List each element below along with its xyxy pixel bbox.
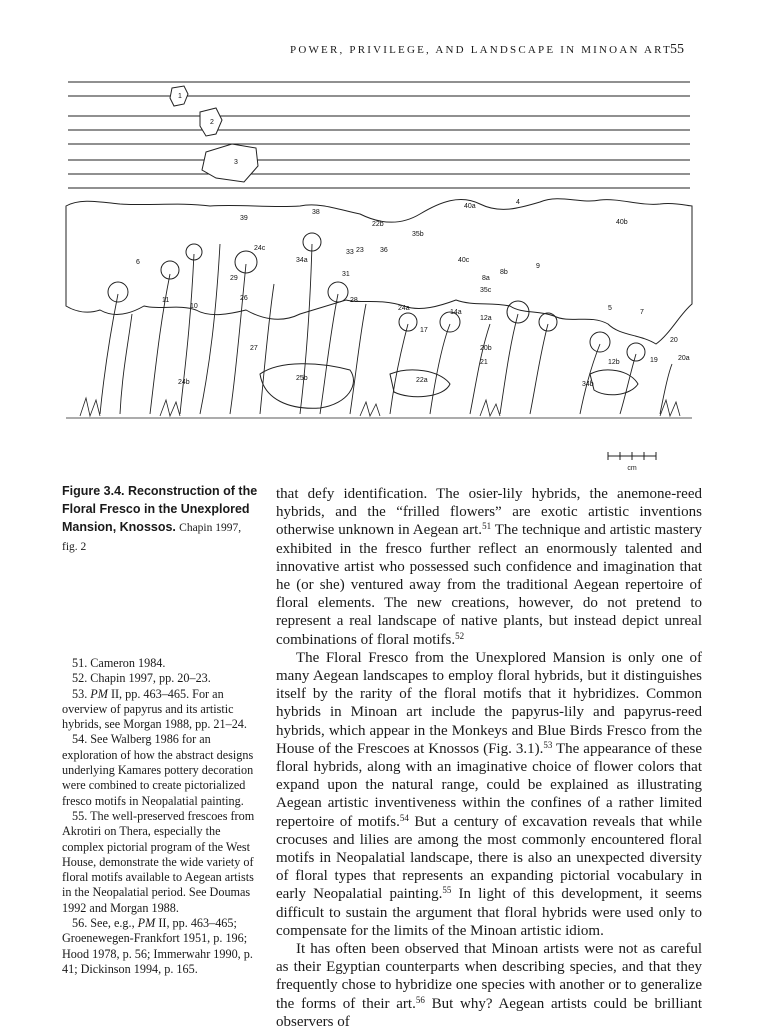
fragment-label: 7 — [640, 309, 644, 316]
fragment-label: 1 — [178, 93, 182, 100]
footnote-ref: 53 — [543, 739, 553, 750]
text-run: The Floral Fresco from the Unexplored Mansion is only one of many Aegean landscapes to employ floral hybrids, but it distinguishes itself by the rarity of the floral motifs that it hybridizes. Common hybrids in Minoan art include the papyrus-lily and papyrus-reed hybrids, which appear in the Monkeys and Blue Birds Fresco from the House of the Frescoes at Knossos (Fig. 3.1). — [276, 649, 702, 757]
fragment-label: 8a — [482, 275, 490, 282]
fresco-drawing — [60, 74, 710, 474]
footnote-number: 52. — [72, 671, 91, 686]
text-run: See Walberg 1986 for an exploration of how the abstract designs underlying Kamares pottery decoration were combined to create pictorialized fresco motifs in Neopalatial painting. — [62, 732, 254, 808]
fragment-label: 6 — [136, 259, 140, 266]
text-run: Cameron 1984. — [90, 656, 166, 670]
fragment-label: 22a — [416, 377, 428, 384]
page-number: 55 — [670, 42, 684, 57]
fragment-label: 20 — [670, 337, 678, 344]
fragment-label: 40b — [616, 219, 628, 226]
fragment-label: 24b — [178, 379, 190, 386]
footnote — [62, 809, 262, 916]
footnote-number: 51. — [72, 656, 91, 670]
fragment-label: 26 — [240, 295, 248, 302]
fragment-label: 35c — [480, 287, 492, 294]
register-lines — [68, 82, 690, 188]
fragment-label: 2 — [210, 119, 214, 126]
fragment-label: 38 — [312, 209, 320, 216]
fragment-label: 19 — [650, 357, 658, 364]
footnote-ref: 55 — [442, 885, 452, 896]
fragment-label: 20a — [678, 355, 690, 362]
body-paragraph — [276, 485, 702, 649]
footnote-ref: 52 — [455, 630, 465, 641]
fragment-label: 34b — [582, 381, 594, 388]
fragment-label: 27 — [250, 345, 258, 352]
fresco-figure — [60, 74, 710, 474]
footnote — [62, 732, 262, 808]
italic-text: PM — [137, 916, 156, 931]
fragment-label: 34a — [296, 257, 308, 264]
fragment-label: 10 — [190, 303, 198, 310]
text-run: But why? Aegean artists could be brilliant observers of — [276, 995, 703, 1030]
text-run: In light of this development, it seems difficult to sustain the argument that floral hybrids were used only to compensate for the limits of the Minoan artistic idiom. — [276, 886, 702, 939]
footnote-number: 56. — [72, 916, 91, 931]
footnote — [62, 687, 262, 733]
fragment-label: 23 — [356, 247, 364, 254]
fragment-label: 29 — [230, 275, 238, 282]
fragment-label: 40c — [458, 257, 470, 264]
footnote-number: 55. — [72, 808, 91, 823]
figure-caption — [62, 482, 258, 556]
text-run: It has often been observed that Minoan artists were not as careful as their Egyptian counterparts when describing species, and that they frequently chose to hybridize one species with another or to generalize the forms of their art. — [276, 941, 702, 1012]
scale-unit: cm — [627, 465, 637, 472]
fragment-label: 22b — [372, 221, 384, 228]
text-run: The appearance of these floral hybrids, along with an imaginative choice of flower colors that expand upon the natural range, could be explained as illustrating Aegean artistic inventiveness within the confines of a rather limited repertoire of motifs. — [276, 740, 702, 830]
italic-text: PM — [90, 686, 108, 701]
fragment-label: 39 — [240, 215, 248, 222]
text-run: II, pp. 463–465; Groenewegen-Frankfort 1951, p. 196; Hood 1978, p. 56; Immerwahr 1990, p. 41; Dickinson 1994, p. 165. — [62, 916, 253, 976]
flower-heads — [108, 233, 645, 361]
fragment-label: 28 — [350, 297, 358, 304]
footnote-ref: 51 — [482, 521, 492, 532]
footnote — [62, 916, 262, 977]
fragment-label: 9 — [536, 263, 540, 270]
fragment-label: 33 — [346, 249, 354, 256]
text-run: The well-preserved frescoes from Akrotiri on Thera, especially the complex pictorial program of the West House, demonstrate the wide variety of floral motifs available to Aegean artists in the Neopalatial period. See Doumas 1992 and Morgan 1988. — [62, 808, 255, 915]
fragment-label: 24c — [254, 245, 266, 252]
fragment-label: 3 — [234, 159, 238, 166]
fragment-label: 31 — [342, 271, 350, 278]
footnote-number: 53. — [72, 686, 91, 701]
running-head: POWER, PRIVILEGE, AND LANDSCAPE IN MINOAN ART — [290, 44, 672, 56]
fragment-label: 11 — [162, 297, 170, 304]
fresco-fragments — [170, 86, 258, 182]
footnotes — [62, 656, 262, 977]
footnote — [62, 671, 262, 686]
fragment-label: 8b — [500, 269, 508, 276]
fragment-label: 4 — [516, 199, 520, 206]
footnote-ref: 56 — [415, 994, 425, 1005]
grass — [66, 398, 692, 418]
body-text — [276, 485, 702, 1031]
footnote — [62, 656, 262, 671]
fragment-label: 35b — [412, 231, 424, 238]
text-run: The technique and artistic mastery exhibited in the fresco further reflect an enormously talented and innovative artist who possessed such confidence and imagination that he (or she) ventured away from the traditional Aegean repertoire of floral elements. The new creations, however, do not pretend to represent a real landscape of native plants, but instead depict unreal combinations of floral motifs. — [276, 522, 702, 648]
caption-title: Figure 3.4. Reconstruction of the Floral Fresco in the Unexplored Mansion, Knossos. — [62, 484, 258, 534]
fragment-label: 17 — [420, 327, 428, 334]
fragment-label: 20b — [480, 345, 492, 352]
text-run: that defy identification. The osier-lily hybrids, the anemone-reed hybrids, and the “frilled flowers” are exotic artistic inventions otherwise unknown in Aegean art. — [276, 486, 702, 539]
footnote-ref: 54 — [399, 812, 409, 823]
fragment-label: 24a — [398, 305, 410, 312]
fragment-label: 40a — [464, 203, 476, 210]
text-run: See, e.g., — [90, 916, 138, 931]
fragment-label: 21 — [480, 359, 488, 366]
plant-stems — [100, 244, 672, 414]
text-run: But a century of excavation reveals that while crocuses and lilies are among the most commonly encountered floral motifs in Neopalatial landscape, there is also an unexpected diversity of floral types that represents an expanding pictorial vocabulary in early Neopalatial painting. — [276, 813, 703, 903]
fragment-labels — [136, 93, 690, 388]
fragment-label: 25b — [296, 375, 308, 382]
body-paragraph — [276, 649, 702, 940]
caption-source: Chapin 1997, fig. 2 — [62, 522, 242, 553]
text-run: II, pp. 463–465. For an overview of papyrus and its artistic hybrids, see Morgan 1988, pp. 21–24. — [62, 686, 247, 732]
fragment-label: 5 — [608, 305, 612, 312]
fragment-label: 36 — [380, 247, 388, 254]
body-paragraph — [276, 940, 702, 1031]
footnote-number: 54. — [72, 732, 91, 747]
fragment-label: 14a — [450, 309, 462, 316]
fragment-label: 12a — [480, 315, 492, 322]
text-run: Chapin 1997, pp. 20–23. — [90, 671, 211, 686]
scale-bar — [608, 452, 656, 472]
fragment-label: 12b — [608, 359, 620, 366]
